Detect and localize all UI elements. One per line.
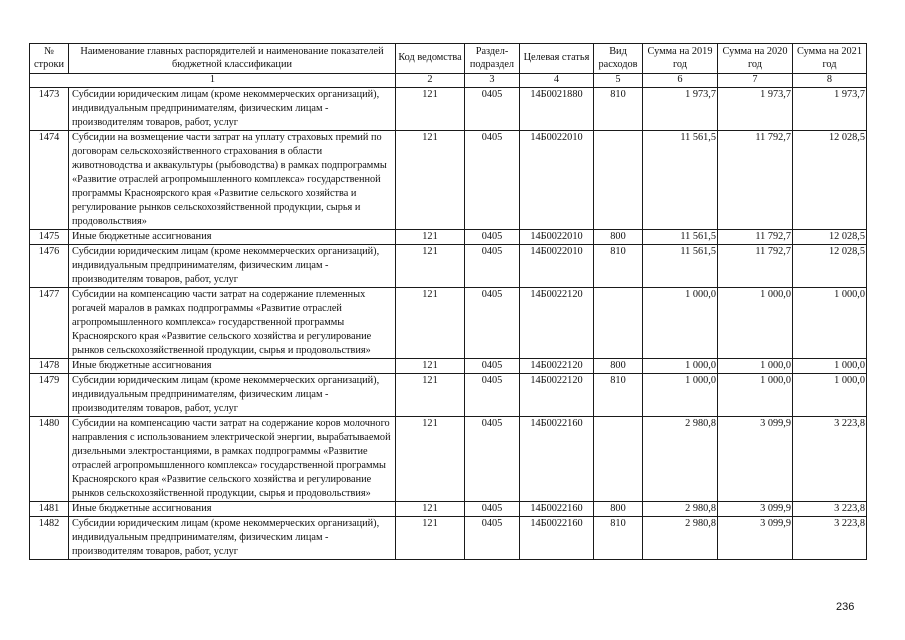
expense-name: Субсидии юридическим лицам (кроме некоммерческих организаций), индивидуальным предпринимателям, физическим лицам - производителям товаров, работ, услуг [69,88,396,131]
department-code: 121 [396,131,465,230]
expense-type-code: 800 [594,502,643,517]
target-item-code: 14Б0021880 [520,88,594,131]
department-code: 121 [396,374,465,417]
header-sum-2021: Сумма на 2021 год [793,44,867,74]
table-row [30,417,867,502]
section-code: 0405 [465,88,520,131]
sum-2019: 1 000,0 [643,288,718,359]
row-number: 1474 [30,131,69,230]
page-number: 236 [836,601,855,613]
row-number: 1481 [30,502,69,517]
expense-type-code: 810 [594,88,643,131]
row-number: 1477 [30,288,69,359]
header-target-item: Целевая статья [520,44,594,74]
header-row-number: № строки [30,44,69,74]
sum-2020: 3 099,9 [718,417,793,502]
sum-2021: 3 223,8 [793,417,867,502]
department-code: 121 [396,417,465,502]
sum-2021: 1 973,7 [793,88,867,131]
department-code: 121 [396,288,465,359]
section-code: 0405 [465,288,520,359]
row-number: 1479 [30,374,69,417]
row-number: 1473 [30,88,69,131]
sum-2020: 1 000,0 [718,374,793,417]
department-code: 121 [396,359,465,374]
department-code: 121 [396,88,465,131]
expense-name: Субсидии юридическим лицам (кроме некоммерческих организаций), индивидуальным предпринимателям, физическим лицам - производителям товаров, работ, услуг [69,245,396,288]
expense-type-code [594,288,643,359]
header-sum-2019: Сумма на 2019 год [643,44,718,74]
column-number: 7 [718,74,793,88]
target-item-code: 14Б0022160 [520,517,594,560]
row-number: 1482 [30,517,69,560]
expense-type-code: 810 [594,517,643,560]
sum-2019: 1 000,0 [643,359,718,374]
expense-type-code [594,131,643,230]
expense-type-code: 800 [594,230,643,245]
table-row [30,88,867,131]
expense-type-code: 810 [594,374,643,417]
department-code: 121 [396,245,465,288]
expense-name: Субсидии на компенсацию части затрат на содержание племенных рогачей маралов в рамках подпрограммы «Развитие отраслей агропромышленного комплекса» государственной программы Красноярского края «Развитие сельского хозяйства и регулирование рынков сельскохозяйственной продукции, сырья и продовольствия» [69,288,396,359]
table-row [30,288,867,359]
sum-2019: 2 980,8 [643,517,718,560]
row-number: 1476 [30,245,69,288]
sum-2019: 1 973,7 [643,88,718,131]
budget-table-sheet [29,43,867,560]
section-code: 0405 [465,502,520,517]
sum-2020: 11 792,7 [718,131,793,230]
sum-2019: 11 561,5 [643,245,718,288]
section-code: 0405 [465,359,520,374]
column-number: 6 [643,74,718,88]
target-item-code: 14Б0022160 [520,502,594,517]
header-name: Наименование главных распорядителей и наименование показателей бюджетной классификации [69,44,396,74]
expense-name: Иные бюджетные ассигнования [69,359,396,374]
sum-2020: 1 000,0 [718,359,793,374]
column-number: 1 [30,74,396,88]
expense-type-code: 810 [594,245,643,288]
expense-name: Субсидии на возмещение части затрат на уплату страховых премий по договорам сельскохозяйственного страхования в области животноводства и аквакультуры (рыбоводства) в рамках подпрограммы «Развитие отраслей агропромышленного комплекса» государственной программы Красноярского края «Развитие сельского хозяйства и регулирование рынков сельскохозяйственной продукции, сырья и продовольствия» [69,131,396,230]
section-code: 0405 [465,131,520,230]
sum-2019: 1 000,0 [643,374,718,417]
section-code: 0405 [465,230,520,245]
sum-2020: 11 792,7 [718,230,793,245]
target-item-code: 14Б0022120 [520,288,594,359]
section-code: 0405 [465,245,520,288]
column-number: 4 [520,74,594,88]
sum-2021: 12 028,5 [793,230,867,245]
sum-2019: 2 980,8 [643,502,718,517]
target-item-code: 14Б0022160 [520,417,594,502]
sum-2020: 3 099,9 [718,502,793,517]
expense-name: Субсидии юридическим лицам (кроме некоммерческих организаций), индивидуальным предпринимателям, физическим лицам - производителям товаров, работ, услуг [69,517,396,560]
column-number: 8 [793,74,867,88]
budget-table [29,43,867,560]
table-row [30,359,867,374]
header-department-code: Код ведомства [396,44,465,74]
sum-2020: 3 099,9 [718,517,793,560]
column-number: 2 [396,74,465,88]
sum-2021: 1 000,0 [793,288,867,359]
header-sum-2020: Сумма на 2020 год [718,44,793,74]
sum-2019: 11 561,5 [643,230,718,245]
section-code: 0405 [465,417,520,502]
sum-2021: 12 028,5 [793,245,867,288]
table-row [30,517,867,560]
target-item-code: 14Б0022120 [520,374,594,417]
row-number: 1475 [30,230,69,245]
sum-2021: 12 028,5 [793,131,867,230]
table-row [30,245,867,288]
column-number-row [30,74,867,88]
header-expense-type: Вид расходов [594,44,643,74]
sum-2021: 1 000,0 [793,374,867,417]
expense-name: Иные бюджетные ассигнования [69,502,396,517]
expense-name: Субсидии юридическим лицам (кроме некоммерческих организаций), индивидуальным предпринимателям, физическим лицам - производителям товаров, работ, услуг [69,374,396,417]
sum-2020: 1 973,7 [718,88,793,131]
department-code: 121 [396,517,465,560]
expense-name: Иные бюджетные ассигнования [69,230,396,245]
sum-2020: 11 792,7 [718,245,793,288]
row-number: 1478 [30,359,69,374]
sum-2019: 11 561,5 [643,131,718,230]
department-code: 121 [396,502,465,517]
target-item-code: 14Б0022010 [520,131,594,230]
table-body [30,88,867,560]
expense-name: Субсидии на компенсацию части затрат на содержание коров молочного направления с использованием электрической энергии, вырабатываемой дизельными электростанциями, в рамках подпрограммы «Развитие отраслей агропромышленного комплекса» государственной программы Красноярского края «Развитие сельского хозяйства и регулирование рынков сельскохозяйственной продукции, сырья и продовольствия» [69,417,396,502]
table-row [30,131,867,230]
target-item-code: 14Б0022120 [520,359,594,374]
expense-type-code: 800 [594,359,643,374]
column-number: 5 [594,74,643,88]
table-row [30,230,867,245]
column-number: 3 [465,74,520,88]
expense-type-code [594,417,643,502]
row-number: 1480 [30,417,69,502]
department-code: 121 [396,230,465,245]
sum-2021: 1 000,0 [793,359,867,374]
target-item-code: 14Б0022010 [520,245,594,288]
table-row [30,502,867,517]
sum-2021: 3 223,8 [793,502,867,517]
sum-2021: 3 223,8 [793,517,867,560]
table-header [30,44,867,88]
sum-2020: 1 000,0 [718,288,793,359]
section-code: 0405 [465,374,520,417]
table-row [30,374,867,417]
target-item-code: 14Б0022010 [520,230,594,245]
sum-2019: 2 980,8 [643,417,718,502]
section-code: 0405 [465,517,520,560]
header-section: Раздел-подраздел [465,44,520,74]
